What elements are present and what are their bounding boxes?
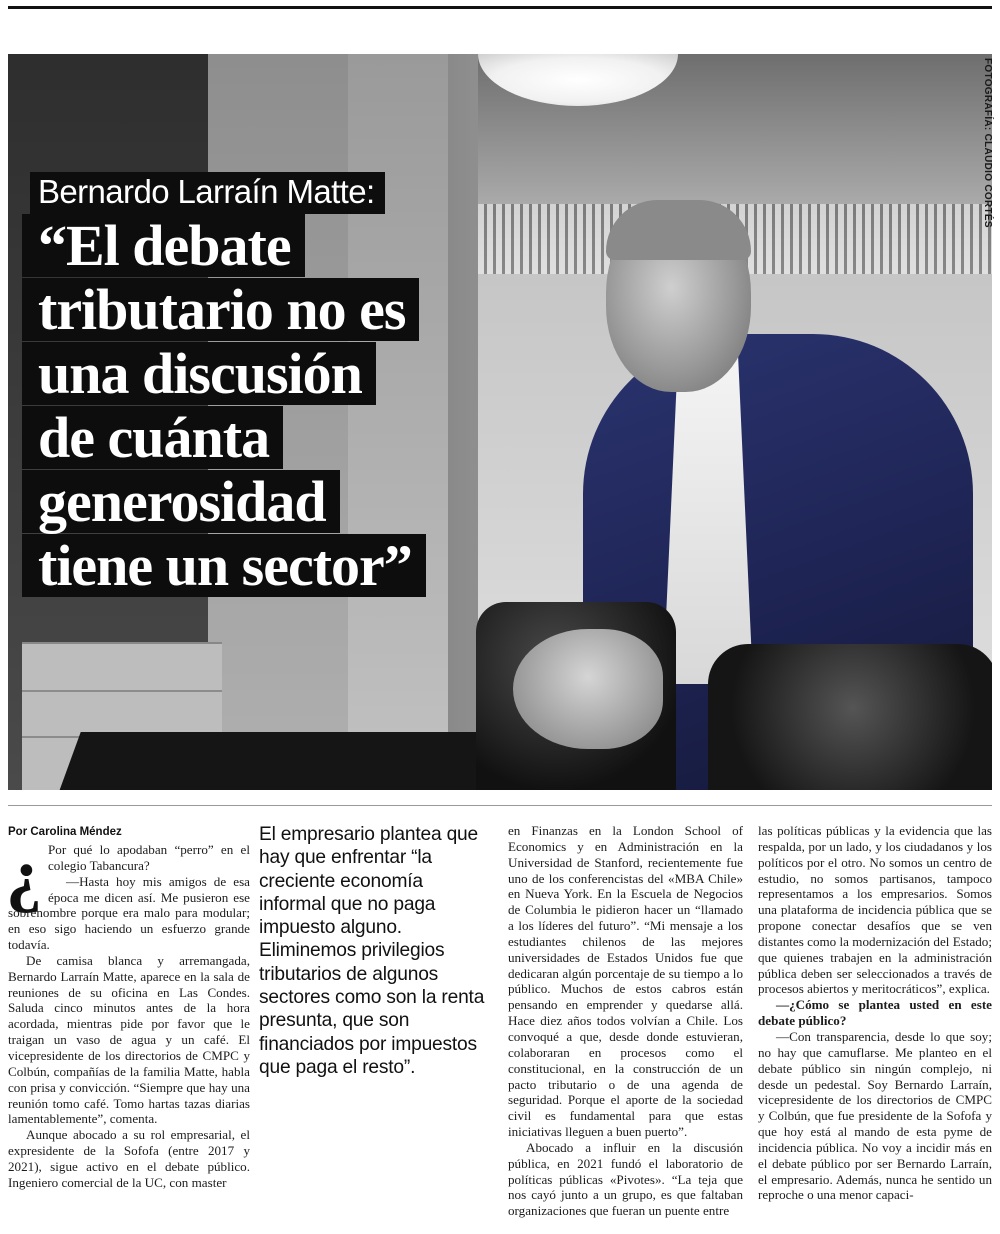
- article-column-3: [508, 823, 743, 1219]
- byline: Por Carolina Méndez: [8, 826, 122, 838]
- paragraph: las políticas públicas y la evidencia que las respalda, por un lado, y los ciudadanos y los políticos por el otro. No somos un centro de estudio, no somos partisanos, tampoco representamos a los empresarios. Somos una plataforma de incidencia pública que se propone conectar desafíos que se ven distantes como la modernización del Estado; que quienes trabajen en la administración pública deben ser seleccionados a través de procesos abiertos y meritocráticos”, explica.: [758, 823, 992, 997]
- paragraph: —Con transparencia, desde lo que soy; no hay que camuflarse. Me planteo en el debate público sin ningún complejo, ni desde un pedestal. Soy Bernardo Larraín, vicepresidente de los directorios de CMPC y Colbún, que fue presidente de la Sofofa y que hoy está al mando de esta pyme de incidencia pública. No voy a incidir más en el debate público por ser Bernardo Larraín, el empresario. Además, nunca he sentido un reproche o una menor capaci-: [758, 1028, 992, 1203]
- headline: [22, 214, 542, 598]
- headline-line: una discusión: [22, 342, 376, 405]
- paragraph: Por qué lo apodaban “perro” en el colegio Tabancura?: [48, 842, 250, 873]
- leather-chair: [708, 644, 992, 790]
- headline-line: tiene un sector”: [22, 534, 426, 597]
- question: —¿Cómo se plantea usted en este debate público?: [758, 997, 992, 1029]
- paragraph: Aunque abocado a su rol empresarial, el expresidente de la Sofofa (entre 2017 y 2021), sigue activo en el debate público. Ingeniero comercial de la UC, con master: [8, 1127, 250, 1190]
- article-column-1: [6, 834, 250, 1191]
- headline-line: tributario no es: [22, 278, 419, 341]
- drop-cap: ¿: [6, 834, 42, 914]
- headline-line: generosidad: [22, 470, 340, 533]
- paragraph: —Hasta hoy mis amigos de esa época me dicen así. Me pusieron ese sobrenombre porque era malo para modular; en eso sigo haciendo un esfuerzo grande todavía.: [8, 873, 250, 953]
- top-rule: [8, 6, 992, 9]
- paragraph: Abocado a influir en la discusión pública, en 2021 fundó el laboratorio de políticas públicas «Pivotes». “La teja que nos cayó junto a un grupo, es que faltaban organizaciones que fueran un puente entre: [508, 1139, 743, 1219]
- headline-line: de cuánta: [22, 406, 283, 469]
- photo-credit: FOTOGRAFÍA: CLAUDIO CORTÉS: [982, 58, 993, 228]
- headline-line: “El debate: [22, 214, 305, 277]
- article-column-4: [758, 823, 992, 1203]
- paragraph: De camisa blanca y arremangada, Bernardo Larraín Matte, aparece en la sala de reuniones de su oficina en Las Condes. Saluda cinco minutos antes de la hora acordada, mientras pide por favor que le traigan un vaso de agua y un café. El vicepresidente de los directorios de CMPC y Colbún, compañías de la familia Matte, habla con prisa y convicción. “Siempre que hay una reunión tomo café. Tomo hartas tazas diarias lamentablemente”, comenta.: [8, 952, 250, 1127]
- headline-kicker: Bernardo Larraín Matte:: [30, 172, 385, 214]
- paragraph: en Finanzas en la London School of Economics y en Administración en la Universidad de Stanford, recientemente fue uno de los conferencistas del «MBA Chile» en Nueva York. En la Escuela de Negocios de Columbia le pidieron hacer un “llamado a los líderes del futuro”. “Mi mensaje a los estudiantes chilenos de las mejores universidades de Estados Unidos fue que dedicaran algún porcentaje de su tiempo a lo público. Muchos de estos cabros están pensando en emprender y quedarse allá. Hace diez años todos volvían a Chile. Los convoqué a que, desde donde estuvieran, colaboraran en procesos como el constitucional, en la construcción de un pacto tributario o de una agenda de seguridad. Porque el aporte de la sociedad civil es fundamental para que estas iniciativas lleguen a buen puerto”.: [508, 823, 743, 1140]
- pull-quote: El empresario plantea que hay que enfrentar “la creciente economía informal que no paga impuesto alguno. Eliminemos privilegios tributarios de algunos sectores como son la renta presunta, que son financiados por impuestos que paga el resto”.: [259, 824, 485, 1078]
- section-divider: [8, 805, 992, 806]
